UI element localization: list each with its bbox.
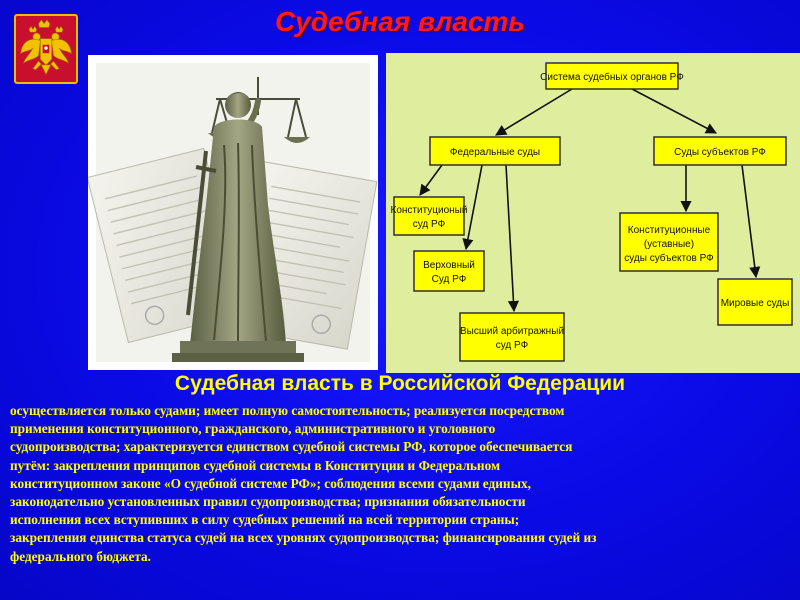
node-constitutional-court	[391, 197, 468, 235]
node-regional-constitutional-line-1: Конституционные	[627, 225, 711, 236]
lady-justice-icon	[88, 55, 378, 370]
node-root-line-1: Система судебных органов РФ	[540, 72, 684, 83]
node-supreme-line-2: Суд РФ	[431, 274, 467, 285]
edge-regional-magistrate	[742, 165, 756, 277]
node-regional-courts	[654, 137, 786, 165]
node-arbitration-court	[460, 313, 564, 361]
node-arbitration-line-2: суд РФ	[495, 340, 529, 351]
edge-federal-supreme	[466, 165, 482, 249]
edge-root-regional	[632, 89, 716, 133]
body-line: судопроизводства; характеризуется единством судебной системы РФ, которое обеспечивается	[10, 439, 573, 455]
node-magistrate-line-1: Мировые суды	[720, 298, 790, 309]
node-root	[540, 63, 684, 89]
node-regional-constitutional-line-3: суды субъектов РФ	[624, 253, 714, 264]
node-arbitration-line-1: Высший арбитражный	[460, 326, 564, 337]
node-supreme-court	[414, 251, 484, 291]
section-heading: Судебная власть в Российской Федерации	[174, 372, 626, 395]
node-regional-constitutional	[620, 213, 718, 271]
node-regional-line-1: Суды субъектов РФ	[674, 147, 766, 158]
body-line: исполнения всех вступивших в силу судебных решений на всей территории страны;	[10, 512, 520, 528]
body-line: закрепления единства статуса судей на всех уровнях судопроизводства; финансирования судей из	[10, 530, 597, 546]
body-line: законодательно установленных правил судопроизводства; признания обязательности	[10, 494, 526, 510]
body-line: осуществляется только судами; имеет полную самостоятельность; реализуется посредством	[10, 403, 565, 418]
edge-federal-arbitration	[506, 165, 514, 311]
coat-of-arms-icon	[14, 14, 78, 84]
body-line: федерального бюджета.	[10, 548, 152, 564]
body-line: применения конституционного, гражданского, административного и уголовного	[10, 421, 496, 437]
node-constitutional-line-1: Конституционый	[390, 205, 468, 216]
court-system-diagram	[386, 53, 800, 373]
body-line: конституционном законе «О судебной системе РФ»; соблюдения всеми судами единых,	[10, 475, 531, 491]
node-federal-courts	[430, 137, 560, 165]
node-supreme-line-1: Верховный	[423, 260, 475, 271]
justice-illustration	[88, 55, 378, 370]
node-regional-constitutional-line-2: (уставные)	[643, 239, 695, 250]
edge-root-federal	[496, 89, 572, 135]
node-constitutional-line-2: суд РФ	[412, 219, 446, 230]
node-federal-line-1: Федеральные суды	[449, 147, 541, 158]
slide-title: Судебная власть	[274, 6, 526, 37]
node-magistrate-courts	[718, 279, 792, 325]
body-paragraph	[10, 402, 794, 566]
edge-federal-constitutional	[420, 165, 442, 195]
body-line: путём: закрепления принципов судебной системы в Конституции и Федеральном	[10, 457, 501, 473]
